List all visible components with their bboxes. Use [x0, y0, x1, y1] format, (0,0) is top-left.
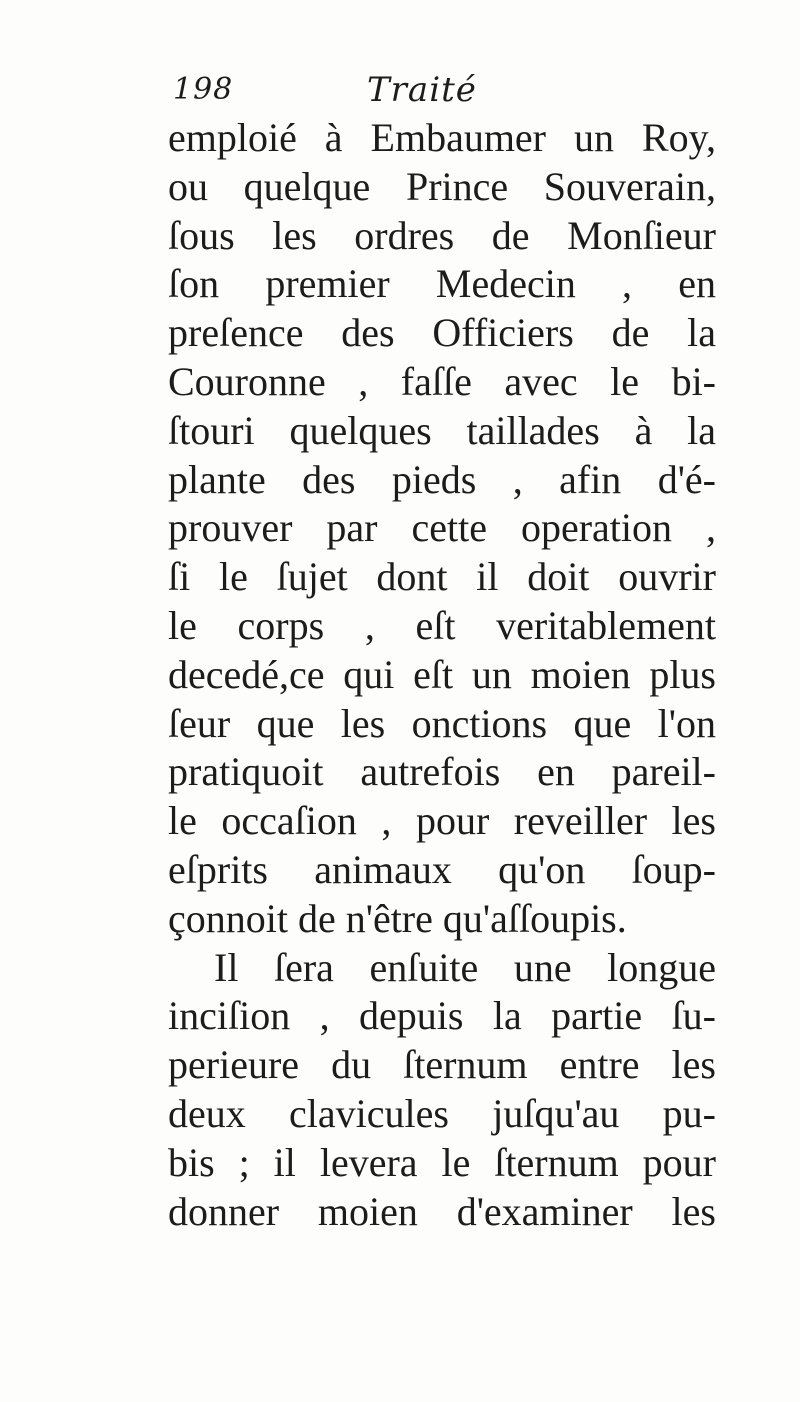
- text-line: decedé,ce qui eſt un moien plus: [168, 651, 716, 697]
- text-line: Couronne , faſſe avec le bi-: [168, 358, 716, 404]
- text-line: preſence des Officiers de la: [168, 310, 716, 356]
- text-line: donner moien d'examiner les: [168, 1188, 716, 1234]
- text-line: perieure du ſternum entre les: [168, 1042, 716, 1088]
- text-line: emploié à Embaumer un Roy,: [168, 115, 716, 160]
- text-line: prouver par cette operation ,: [168, 505, 716, 551]
- text-line: Il ſera enſuite une longue: [214, 944, 716, 990]
- text-line: çonnoit de n'être qu'aſſoupis.: [168, 895, 627, 941]
- text-line: pratiquoit autrefois en pareil-: [168, 749, 716, 795]
- text-line: ſeur que les onctions que l'on: [168, 700, 716, 746]
- text-line: ſi le ſujet dont il doit ouvrir: [168, 554, 716, 600]
- text-line: ſon premier Medecin , en: [168, 261, 716, 307]
- text-line: deux clavicules juſqu'au pu-: [168, 1090, 716, 1136]
- text-line: plante des pieds , afin d'é-: [168, 456, 716, 502]
- text-line: ſous les ordres de Monſieur: [168, 212, 716, 258]
- text-line: bis ; il levera le ſternum pour: [168, 1139, 716, 1185]
- body-text: [168, 114, 716, 1236]
- text-line: le occaſion , pour reveiller les: [168, 798, 716, 844]
- text-line: inciſion , depuis la partie ſu-: [168, 993, 716, 1039]
- page-number: 198: [173, 72, 234, 107]
- running-head: [173, 72, 653, 116]
- text-line: ſtouri quelques taillades à la: [168, 407, 716, 453]
- running-title: Traité: [367, 70, 477, 110]
- text-line: ou quelque Prince Souverain,: [168, 163, 716, 209]
- text-line: eſprits animaux qu'on ſoup-: [168, 846, 716, 892]
- text-line: le corps , eſt veritablement: [168, 602, 716, 648]
